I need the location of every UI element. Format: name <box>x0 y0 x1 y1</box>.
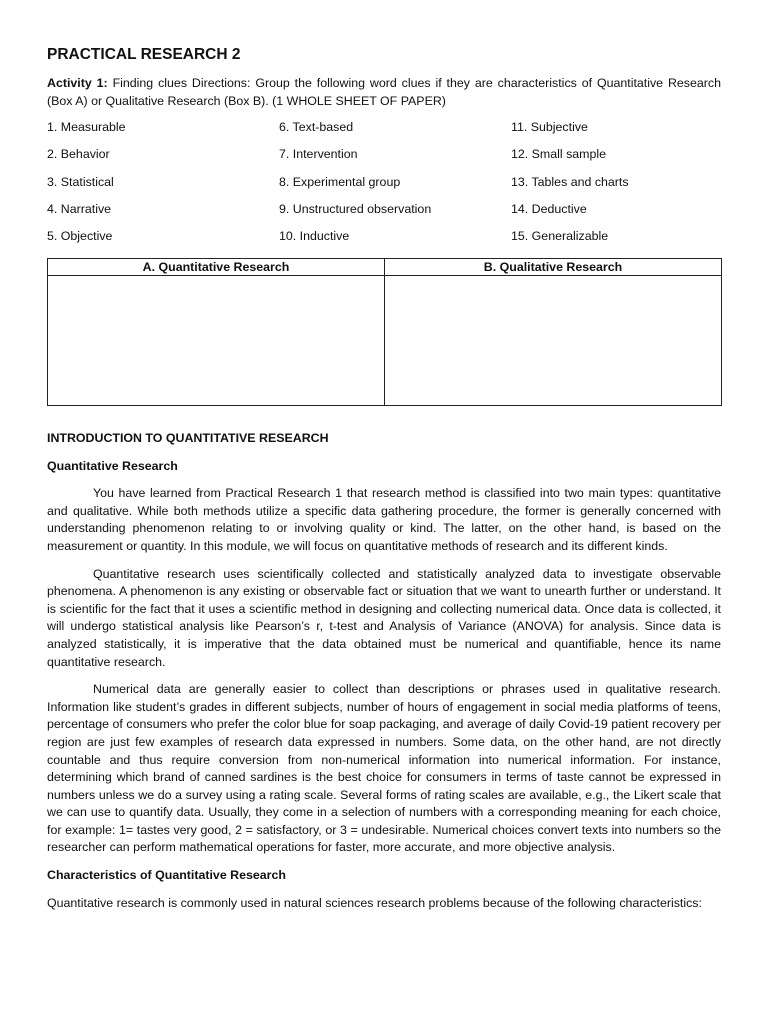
clue-item: 3. Statistical <box>47 174 114 189</box>
document-title: PRACTICAL RESEARCH 2 <box>47 46 241 63</box>
body-paragraph: You have learned from Practical Research 1 that research method is classified into two main types: quantitative and qualitative. While both methods utilize a specific data gathering procedure, the former is generally concerned with understanding phenomenon relating to or involving quality or kind. The latter, on the other hand, is based on the measurement or quantity. In this module, we will focus on quantitative methods of research and its different kinds. <box>47 486 721 553</box>
clue-item: 11. Subjective <box>511 120 588 135</box>
clue-item: 4. Narrative <box>47 202 112 217</box>
box-a-header: A. Quantitative Research <box>48 259 385 276</box>
section-heading: Quantitative Research <box>47 458 178 473</box>
clue-item: 9. Unstructured observation <box>279 202 432 217</box>
activity-label: Activity 1: <box>47 76 108 90</box>
clue-item: 13. Tables and charts <box>511 174 629 189</box>
body-paragraph: Numerical data are generally easier to collect than descriptions or phrases used in qualitative research. Information like student’s grades in different subjects, number of hours of engagement in social media platforms of teens, percentage of consumers who prefer the color blue for soap packaging, and average of daily Covid-19 patient recovery per region are just few examples of research data expressed in numbers. Some data, on the other hand, are not directly countable and thus require conversion from non-numerical information into numerical information. For instance, determining which brand of canned sardines is the best choice for consumers in terms of taste cannot be expressed in numbers unless we do a survey using a rating scale. Several forms of rating scales are available, e.g., the Likert scale that we can use to quantify data. Usually, they come in a selection of numbers with a corresponding meaning for each choice, for example: 1= tastes very good, 2 = satisfactory, or 3 = undesirable. Numerical choices convert texts into numbers so the researcher can perform mathematical operations for faster, more accurate, and more objective analysis. <box>47 682 721 855</box>
clue-column-1 <box>47 119 126 255</box>
clue-item: 14. Deductive <box>511 202 587 217</box>
introduction-section <box>47 430 721 922</box>
clue-item: 12. Small sample <box>511 147 607 162</box>
clue-item: 15. Generalizable <box>511 229 609 244</box>
word-clues <box>47 119 721 253</box>
clue-item: 7. Intervention <box>279 147 358 162</box>
box-a-answer-area[interactable] <box>48 276 385 406</box>
clue-item: 10. Inductive <box>279 229 350 244</box>
box-b-header: B. Qualitative Research <box>385 259 722 276</box>
body-paragraph: Quantitative research uses scientifically collected and statistically analyzed data to investigate observable phenomena. A phenomenon is any existing or observable fact or situation that we want to unearth further or understand. It is scientific for the fact that it uses a scientific method in designing and collecting numerical data. Once data is collected, it will undergo statistical analysis like Pearson’s r, t-test and Analysis of Variance (ANOVA) for analysis. Since data is analyzed statistically, it is imperative that the data obtained must be numerical and quantifiable, hence its name quantitative research. <box>47 566 721 669</box>
characteristics-paragraph: Quantitative research is commonly used in natural sciences research problems because of the following characteristics: <box>47 895 702 910</box>
clue-item: 1. Measurable <box>47 120 126 135</box>
clue-item: 2. Behavior <box>47 147 110 162</box>
activity-section <box>47 45 721 253</box>
activity-instructions <box>47 75 721 110</box>
clue-column-2 <box>279 119 431 255</box>
characteristics-heading: Characteristics of Quantitative Research <box>47 868 286 883</box>
activity-text: Finding clues Directions: Group the following word clues if they are characteristics of Quantitative Research (Box A) or Qualitative Research (Box B). (1 WHOLE SHEET OF PAPER) <box>47 76 721 108</box>
clue-column-3 <box>511 119 629 255</box>
intro-heading: INTRODUCTION TO QUANTITATIVE RESEARCH <box>47 431 329 445</box>
answer-table <box>47 258 722 406</box>
clue-item: 8. Experimental group <box>279 174 401 189</box>
clue-item: 5. Objective <box>47 229 113 244</box>
clue-item: 6. Text-based <box>279 120 354 135</box>
box-b-answer-area[interactable] <box>385 276 722 406</box>
